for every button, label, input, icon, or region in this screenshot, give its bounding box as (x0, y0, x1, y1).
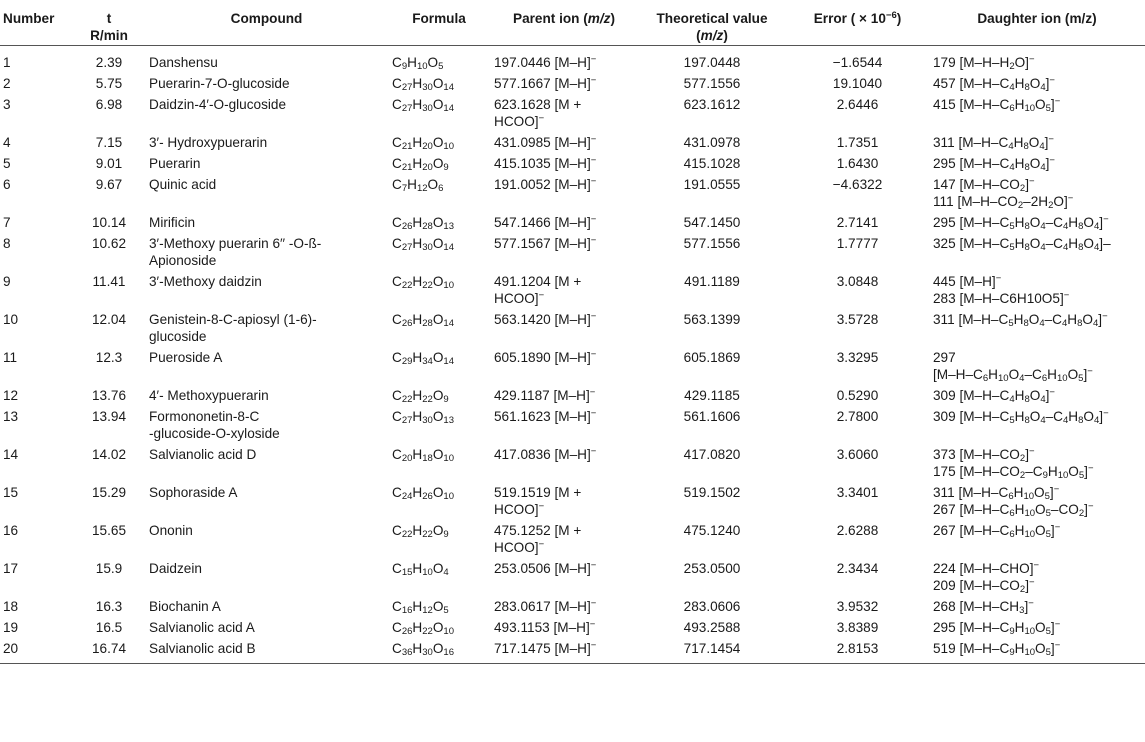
cell-number: 4 (3, 134, 11, 150)
cell-formula: $C_{26}H_{28}O_{14}$ (392, 311, 455, 329)
cell-number: 8 (3, 235, 11, 251)
cell-daughter-ion: 519 $[M-H-C_9H_{10}O_5]^-$ (929, 636, 1145, 664)
cell-number: 14 (3, 446, 19, 462)
cell-compound: Genistein-8-C-apiosyl (1-6)- glucoside (149, 311, 317, 344)
table-row (0, 45, 1145, 71)
header-formula: Formula (388, 0, 490, 45)
cell-formula: $C_{27}H_{30}O_{14}$ (392, 96, 455, 114)
cell-number: 19 (3, 619, 19, 635)
cell-number: 7 (3, 214, 11, 230)
cell-retention-time: 10.62 (91, 235, 127, 251)
cell-compound: Mirificin (149, 214, 196, 230)
cell-error: 3.6060 (836, 446, 879, 462)
cell-parent-ion: 605.1890 [M–H]− (494, 348, 597, 365)
cell-theoretical-value: 717.1454 (638, 636, 786, 664)
cell-parent-ion: 577.1567 [M–H]− (494, 234, 597, 251)
table-row (0, 442, 1145, 480)
cell-number: 2 (3, 75, 11, 91)
cell-parent-ion: 415.1035 [M–H]− (494, 154, 597, 171)
cell-retention-time: 13.94 (91, 408, 127, 424)
cell-retention-time: 16.74 (73, 636, 145, 664)
cell-daughter-ion: 311 $[M-H-C_5H_8O_4-C_4H_8O_4]^-$ (933, 310, 1108, 329)
cell-parent-ion: 563.1420 [M–H]− (494, 310, 597, 327)
cell-parent-ion: 429.1187 [M–H]− (494, 386, 596, 403)
cell-formula: $C_{15}H_{10}O_4$ (392, 560, 449, 578)
cell-error: 2.6288 (836, 522, 879, 538)
cell-daughter-ion: 311 $[M-H-C_6H_{10}O_5]^-$ 267 $[M-H-C_6H_{10}O_5-CO_2]^-$ (933, 483, 1094, 519)
cell-theoretical-value: 561.1606 (683, 408, 741, 424)
cell-formula: $C_{27}H_{30}O_{13}$ (392, 408, 455, 426)
cell-compound: Quinic acid (149, 176, 217, 192)
cell-compound: Puerarin (149, 155, 201, 171)
cell-daughter-ion: 295 $[M-H-C_9H_{10}O_5]^-$ (933, 618, 1061, 637)
cell-retention-time: 12.3 (95, 349, 123, 365)
table-row (0, 480, 1145, 518)
cell-error: 3.5728 (836, 311, 879, 327)
cell-theoretical-value: 577.1556 (683, 235, 741, 251)
cell-compound: Pueroside A (149, 349, 223, 365)
cell-compound: Puerarin-7-O-glucoside (149, 75, 290, 91)
table-header (0, 0, 1145, 45)
cell-error: 3.3295 (836, 349, 879, 365)
cell-compound: Salvianolic acid A (149, 619, 255, 635)
cell-daughter-ion: 457 $[M-H-C_4H_8O_4]^-$ (933, 74, 1055, 93)
table-row (0, 556, 1145, 594)
table-row (0, 71, 1145, 92)
cell-daughter-ion: 311 $[M-H-C_4H_8O_4]^-$ (933, 133, 1054, 152)
cell-formula: $C_{27}H_{30}O_{14}$ (392, 75, 455, 93)
table-row (0, 172, 1145, 210)
cell-parent-ion: 475.1252 [M + HCOO]− (494, 522, 582, 555)
cell-number: 1 (3, 54, 11, 70)
cell-compound: Danshensu (149, 54, 218, 70)
cell-daughter-ion: 373 $[M-H-CO_2]^-$ 175 $[M-H-CO_2-C_9H_{10}O_5]^-$ (933, 445, 1094, 481)
cell-theoretical-value: 431.0978 (683, 134, 741, 150)
cell-formula: $C_{26}H_{28}O_{13}$ (392, 214, 455, 232)
cell-number: 17 (3, 560, 19, 576)
table-row (0, 269, 1145, 307)
cell-daughter-ion: 179 $[M-H-H_2O]^-$ (933, 53, 1035, 72)
cell-error: 2.6446 (836, 96, 879, 112)
cell-number: 6 (3, 176, 11, 192)
cell-number: 16 (3, 522, 19, 538)
cell-parent-ion: 417.0836 [M–H]− (494, 445, 597, 462)
table-body (0, 45, 1145, 663)
cell-theoretical-value: 417.0820 (683, 446, 741, 462)
cell-retention-time: 15.9 (95, 560, 123, 576)
cell-retention-time: 2.39 (95, 54, 123, 70)
cell-retention-time: 11.41 (92, 273, 126, 289)
cell-theoretical-value: 491.1189 (684, 273, 740, 289)
cell-daughter-ion: 415 $[M-H-C_6H_{10}O_5]^-$ (933, 95, 1061, 114)
cell-parent-ion: 717.1475 [M–H]− (490, 636, 638, 664)
cell-number: 5 (3, 155, 11, 171)
cell-retention-time: 6.98 (95, 96, 123, 112)
table-row (0, 615, 1145, 636)
cell-parent-ion: 191.0052 [M–H]− (494, 175, 597, 192)
cell-retention-time: 13.76 (91, 387, 127, 403)
table-row (0, 383, 1145, 404)
cell-theoretical-value: 623.1612 (683, 96, 741, 112)
cell-daughter-ion: 297 $[M-H-C_6H_{10}O_4-C_6H_{10}O_5]^-$ (933, 349, 1093, 384)
cell-theoretical-value: 563.1399 (683, 311, 741, 327)
cell-formula: $C_{36}H_{30}O_{16}$ (388, 636, 490, 664)
cell-parent-ion: 577.1667 [M–H]− (494, 74, 597, 91)
table-row (0, 231, 1145, 269)
cell-error: 2.8153 (786, 636, 929, 664)
cell-retention-time: 16.5 (95, 619, 123, 635)
cell-formula: $C_{21}H_{20}O_9$ (392, 155, 449, 173)
table-row (0, 92, 1145, 130)
table-row (0, 594, 1145, 615)
cell-number: 3 (3, 96, 11, 112)
cell-daughter-ion: 309 $[M-H-C_5H_8O_4-C_4H_8O_4]^-$ (933, 407, 1109, 426)
header-number: Number (0, 0, 73, 45)
cell-number: 15 (3, 484, 19, 500)
cell-error: 19.1040 (832, 75, 883, 91)
cell-retention-time: 14.02 (91, 446, 127, 462)
cell-formula: $C_{22}H_{22}O_9$ (392, 522, 449, 540)
cell-formula: $C_{24}H_{26}O_{10}$ (392, 484, 455, 502)
header-daughter-ion: Daughter ion (m/z) (929, 0, 1145, 45)
table-row (0, 636, 1145, 664)
cell-theoretical-value: 191.0555 (683, 176, 741, 192)
cell-compound: Salvianolic acid D (149, 446, 257, 462)
header-theoretical-value: Theoretical value (m/z) (638, 0, 786, 45)
cell-error: 1.6430 (836, 155, 879, 171)
cell-parent-ion: 623.1628 [M + HCOO]− (494, 96, 582, 129)
table-row (0, 210, 1145, 231)
cell-number: 12 (3, 387, 19, 403)
cell-parent-ion: 283.0617 [M–H]− (494, 597, 597, 614)
cell-compound: Sophoraside A (149, 484, 238, 500)
cell-number: 10 (3, 311, 19, 327)
cell-theoretical-value: 415.1028 (683, 155, 741, 171)
cell-theoretical-value: 547.1450 (683, 214, 741, 230)
cell-formula: $C_{21}H_{20}O_{10}$ (392, 134, 455, 152)
cell-error: 3.0848 (836, 273, 879, 289)
table-row (0, 307, 1145, 345)
cell-number: 18 (3, 598, 19, 614)
cell-error: 3.3401 (836, 484, 879, 500)
cell-error: 2.7141 (836, 214, 879, 230)
cell-formula: $C_{16}H_{12}O_5$ (392, 598, 449, 616)
cell-compound: Salvianolic acid B (145, 636, 388, 664)
cell-error: 1.7777 (836, 235, 879, 251)
cell-theoretical-value: 253.0500 (683, 560, 741, 576)
cell-error: 1.7351 (836, 134, 879, 150)
cell-theoretical-value: 577.1556 (683, 75, 741, 91)
cell-formula: $C_{22}H_{22}O_{10}$ (392, 273, 455, 291)
cell-formula: $C_{29}H_{34}O_{14}$ (392, 349, 455, 367)
cell-formula: $C_7H_{12}O_6$ (392, 176, 444, 194)
cell-parent-ion: 493.1153 [M–H]− (494, 618, 596, 635)
cell-retention-time: 10.14 (91, 214, 127, 230)
cell-parent-ion: 561.1623 [M–H]− (494, 407, 597, 424)
cell-theoretical-value: 429.1185 (684, 387, 740, 403)
table-row (0, 518, 1145, 556)
cell-parent-ion: 431.0985 [M–H]− (494, 133, 597, 150)
cell-theoretical-value: 197.0448 (683, 54, 741, 70)
cell-error: 2.3434 (836, 560, 879, 576)
cell-compound: Biochanin A (149, 598, 221, 614)
cell-formula: $C_{20}H_{18}O_{10}$ (392, 446, 455, 464)
cell-daughter-ion: 268 $[M-H-CH_3]^-$ (933, 597, 1034, 616)
cell-formula: $C_9H_{10}O_5$ (392, 54, 444, 72)
cell-daughter-ion: 295 $[M-H-C_4H_8O_4]^-$ (933, 154, 1055, 173)
table-row (0, 151, 1145, 172)
cell-theoretical-value: 283.0606 (683, 598, 741, 614)
cell-parent-ion: 547.1466 [M–H]− (494, 213, 597, 230)
cell-compound: 3′- Hydroxypuerarin (149, 134, 268, 150)
cell-formula: $C_{26}H_{22}O_{10}$ (392, 619, 455, 637)
table-row (0, 345, 1145, 383)
cell-retention-time: 9.67 (95, 176, 123, 192)
cell-number: 11 (3, 349, 18, 365)
cell-number: 13 (3, 408, 19, 424)
cell-theoretical-value: 519.1502 (683, 484, 741, 500)
header-parent-ion: Parent ion (m/z) (490, 0, 638, 45)
cell-parent-ion: 253.0506 [M–H]− (494, 559, 597, 576)
table-row (0, 130, 1145, 151)
cell-error: 3.8389 (836, 619, 879, 635)
cell-compound: Formononetin-8-C -glucoside-O-xyloside (149, 408, 280, 441)
cell-compound: 4′- Methoxypuerarin (149, 387, 269, 403)
cell-daughter-ion: 309 $[M-H-C_4H_8O_4]^-$ (933, 386, 1055, 405)
cell-formula: $C_{22}H_{22}O_9$ (392, 387, 449, 405)
cell-daughter-ion: 267 $[M-H-C_6H_{10}O_5]^-$ (933, 521, 1061, 540)
cell-error: −1.6544 (832, 54, 883, 70)
cell-retention-time: 12.04 (91, 311, 127, 327)
cell-daughter-ion: 295 $[M-H-C_5H_8O_4-C_4H_8O_4]^-$ (933, 213, 1109, 232)
header-error: Error ( × $10^{-6}$) (786, 0, 929, 45)
cell-parent-ion: 197.0446 [M–H]− (494, 53, 597, 70)
cell-daughter-ion: 224 [M–H–CHO]− 209 $[M-H-CO_2]^-$ (933, 559, 1040, 595)
cell-parent-ion: 519.1519 [M + HCOO]− (494, 484, 582, 517)
table-row (0, 404, 1145, 442)
cell-number: 20 (0, 636, 73, 664)
cell-theoretical-value: 475.1240 (683, 522, 741, 538)
cell-daughter-ion: 147 $[M-H-CO_2]^-$ 111 $[M-H-CO_2-2H_2O]^-$ (933, 175, 1074, 211)
cell-error: 3.9532 (836, 598, 879, 614)
cell-retention-time: 5.75 (95, 75, 123, 91)
cell-theoretical-value: 493.2588 (683, 619, 741, 635)
cell-retention-time: 15.29 (91, 484, 127, 500)
cell-error: −4.6322 (832, 176, 883, 192)
cell-retention-time: 7.15 (95, 134, 123, 150)
cell-error: 2.7800 (836, 408, 879, 424)
cell-retention-time: 16.3 (95, 598, 123, 614)
cell-retention-time: 15.65 (91, 522, 127, 538)
header-retention-time: t R/min (73, 0, 145, 45)
cell-error: 0.5290 (836, 387, 879, 403)
cell-compound: Daidzin-4′-O-glucoside (149, 96, 287, 112)
cell-parent-ion: 491.1204 [M + HCOO]− (494, 273, 582, 306)
header-compound: Compound (145, 0, 388, 45)
cell-compound: 3′-Methoxy daidzin (149, 273, 262, 289)
cell-formula: $C_{27}H_{30}O_{14}$ (392, 235, 455, 253)
cell-retention-time: 9.01 (95, 155, 123, 171)
cell-daughter-ion: 325 $[M-H-C_5H_8O_4-C_4H_8O_4]-$ (933, 235, 1111, 253)
cell-daughter-ion: 445 [M–H]− 283 [M–H–C6H10O5]− (933, 272, 1070, 306)
cell-number: 9 (3, 273, 11, 289)
cell-compound: 3′-Methoxy puerarin 6′′ -O-ß- Apionoside (149, 235, 322, 268)
cell-compound: Daidzein (149, 560, 202, 576)
cell-compound: Ononin (149, 522, 193, 538)
cell-theoretical-value: 605.1869 (683, 349, 741, 365)
